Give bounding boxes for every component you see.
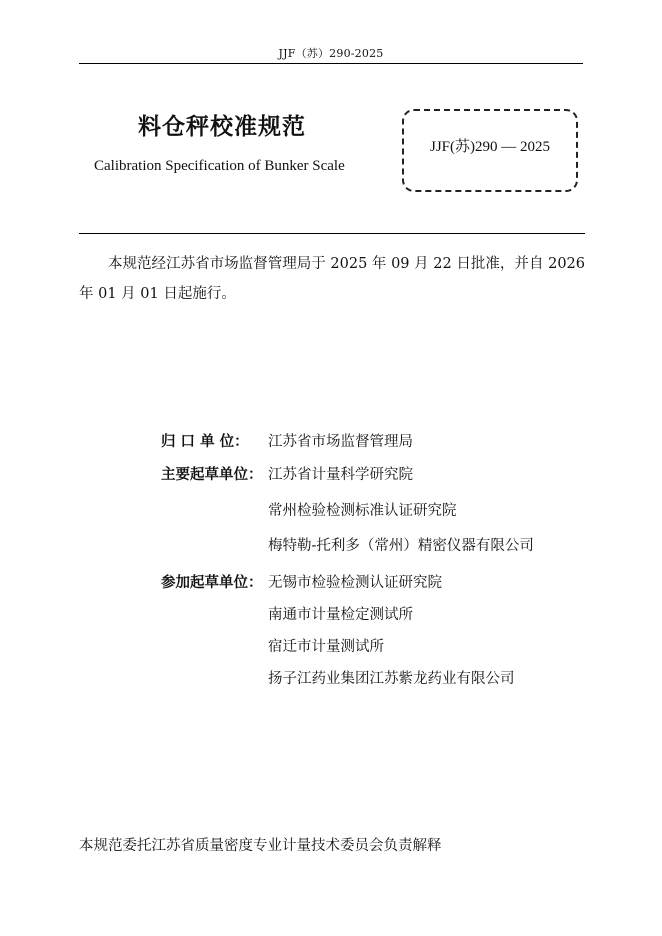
main-drafting-unit-2: 常州检验检测标准认证研究院 — [268, 503, 457, 519]
title-divider — [79, 233, 585, 234]
specification-code: JJF(苏)290 — 2025 — [429, 139, 550, 155]
document-title-english: Calibration Specification of Bunker Scale — [94, 158, 345, 174]
participating-unit-3: 宿迁市计量测试所 — [268, 639, 384, 655]
responsible-unit-label: 归 口 单 位： — [161, 434, 249, 450]
responsible-unit-org: 江苏省市场监督管理局 — [268, 434, 413, 450]
running-header: JJF（苏）290-2025 — [278, 47, 384, 60]
approval-statement: 本规范经江苏省市场监督管理局于 2025 年 09 月 22 日批准，并自 2026 年 01 月 01 日起施行。 — [79, 256, 585, 302]
participating-unit-2: 南通市计量检定测试所 — [268, 607, 413, 623]
header-divider — [79, 63, 583, 64]
interpretation-note: 本规范委托江苏省质量密度专业计量技术委员会负责解释 — [79, 838, 442, 854]
document-title-chinese: 料仓秤校准规范 — [138, 114, 306, 140]
participating-unit-1: 无锡市检验检测认证研究院 — [268, 575, 442, 591]
participating-units-label: 参加起草单位： — [161, 575, 263, 591]
main-drafting-unit-1: 江苏省计量科学研究院 — [268, 467, 413, 483]
main-drafting-unit-3: 梅特勒-托利多（常州）精密仪器有限公司 — [268, 538, 534, 554]
main-drafting-units-label: 主要起草单位： — [161, 467, 263, 483]
participating-unit-4: 扬子江药业集团江苏紫龙药业有限公司 — [268, 671, 515, 687]
